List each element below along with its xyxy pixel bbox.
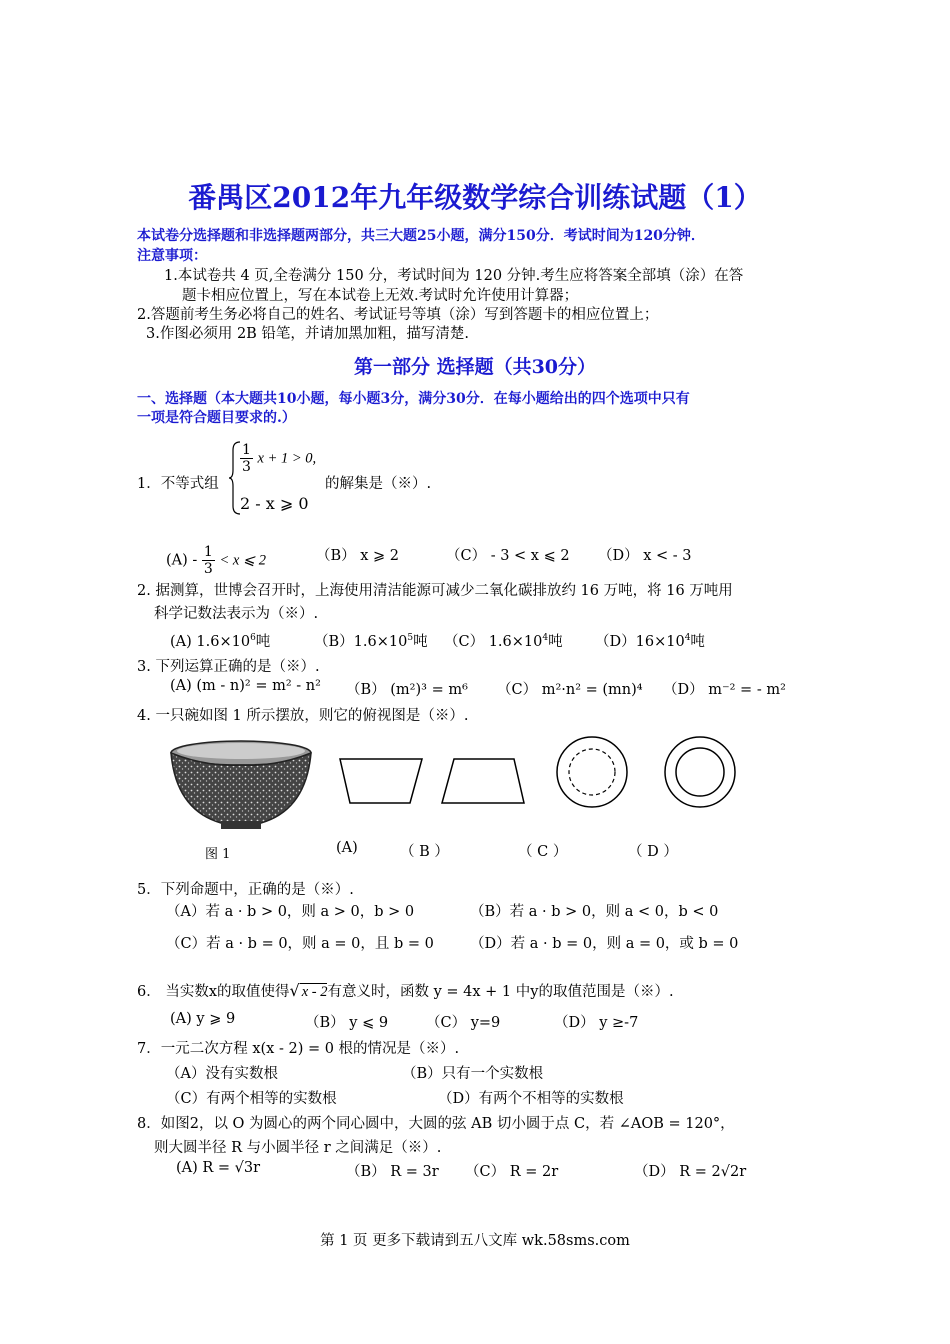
q2-a-exp: 6	[250, 633, 256, 644]
q6-option-a: (A) y ⩾ 9	[170, 1011, 236, 1027]
q2-b-text: （B）1.6×10	[314, 634, 408, 650]
page-title: 番禺区2012年九年级数学综合训练试题（1）	[188, 181, 762, 214]
notice-line: 1.本试卷共 4 页,全卷满分 150 分，考试时间为 120 分钟.考生应将答案全部填（涂）在答	[164, 268, 744, 284]
q2-line: 科学记数法表示为（※）.	[154, 606, 319, 622]
q7-line: 7．一元二次方程 x(x - 2) = 0 根的情况是（※）.	[137, 1041, 460, 1057]
q4-option-a: (A)	[336, 840, 358, 856]
q1-a-frac-num: 1	[203, 544, 213, 560]
trapezoid-wide-bottom-icon	[440, 755, 526, 807]
q2-option-d	[595, 630, 705, 651]
figure-1-caption: 图 1	[205, 847, 231, 862]
q1-inequality-2: 2 - x ⩾ 0	[240, 494, 309, 513]
ring-solid-inner-icon	[663, 735, 737, 809]
q4-option-b: （ B ）	[400, 844, 449, 860]
q1-option-d: （D） x < - 3	[598, 548, 692, 564]
q2-d-unit: 吨	[690, 634, 705, 650]
q1-option-a-rest: < x ⩽ 2	[219, 552, 266, 569]
page-footer: 第 1 页 更多下载请到五八文库 wk.58sms.com	[320, 1233, 630, 1249]
section-title: 第一部分 选择题（共30分）	[353, 356, 597, 378]
q2-option-b	[314, 630, 428, 651]
q8-line: 8．如图2，以 O 为圆心的两个同心圆中，大圆的弦 AB 切小圆于点 C，若 ∠AOB = 120°，	[137, 1116, 735, 1132]
q8-option-d: （D） R = 2√2r	[634, 1164, 747, 1180]
notice-line: 3.作图必须用 2B 铅笔，并请加黑加粗，描写清楚.	[146, 326, 470, 342]
q3-option-a: (A) (m - n)² = m² - n²	[170, 678, 321, 694]
exam-intro: 本试卷分选择题和非选择题两部分，共三大题25小题，满分150分．考试时间为120分钟．	[137, 228, 705, 244]
q2-a-unit: 吨	[255, 634, 271, 650]
q2-option-c	[444, 630, 563, 651]
q6-sqrt: x - 2	[301, 984, 328, 1000]
q1-frac-den: 3	[242, 459, 251, 475]
q1-a-frac-den: 3	[203, 561, 213, 577]
q6-option-c: （C） y=9	[426, 1015, 501, 1031]
notice-line: 2.答题前考生务必将自己的姓名、考试证号等填（涂）写到答题卡的相应位置上；	[137, 307, 659, 323]
q2-d-exp: 4	[684, 633, 691, 644]
q6-line: 6． 当实数x的取值使得√ x - 2有意义时，函数 y = 4x + 1 中y的取值范围是（※）.	[137, 981, 674, 1000]
q4-option-c: （ C ）	[518, 844, 568, 860]
q2-d-text: （D）16×10	[595, 634, 685, 650]
part-heading: 一、选择题（本大题共10小题，每小题3分，满分30分．在每小题给出的四个选项中只有	[137, 391, 690, 407]
trapezoid-wide-top-icon	[338, 755, 424, 807]
q8-line: 则大圆半径 R 与小圆半径 r 之间满足（※）.	[154, 1140, 442, 1156]
q7-option-c: （C）有两个相等的实数根	[166, 1091, 337, 1107]
q1-option-b: （B） x ⩾ 2	[316, 548, 400, 564]
q2-c-exp: 4	[542, 633, 549, 644]
q7-option-b: （B）只有一个实数根	[402, 1066, 544, 1082]
q5-line: 5．下列命题中，正确的是（※）.	[137, 882, 354, 898]
q1-inequality-1	[240, 442, 316, 475]
q3-option-d: （D） m⁻² = - m²	[663, 682, 786, 698]
q2-b-exp: 5	[407, 633, 414, 644]
q2-option-a	[170, 630, 270, 651]
q7-option-d: （D）有两个不相等的实数根	[438, 1091, 624, 1107]
q1-frac-num: 1	[242, 442, 251, 458]
part-heading: 一项是符合题目要求的.）	[137, 410, 296, 426]
q2-line: 2. 据测算，世博会召开时，上海使用清洁能源可减少二氧化碳排放约 16 万吨，将 16 万吨用	[137, 583, 733, 599]
q2-b-unit: 吨	[413, 634, 428, 650]
q8-option-b: （B） R = 3r	[346, 1164, 439, 1180]
q1-number: 1．不等式组	[137, 476, 219, 492]
q1-option-a-minus: -	[192, 552, 198, 569]
ring-dashed-inner-icon	[555, 735, 629, 809]
q8-option-a: (A) R = √3r	[176, 1160, 261, 1176]
q3-option-b: （B） (m²)³ = m⁶	[346, 682, 468, 698]
q5-option-c: （C）若 a · b = 0，则 a = 0，且 b = 0	[166, 936, 434, 952]
q2-c-unit: 吨	[548, 634, 563, 650]
q6-pre: 6． 当实数x的取值使得	[137, 984, 290, 1000]
q7-option-a: （A）没有实数根	[166, 1066, 278, 1082]
q6-option-d: （D） y ≥-7	[554, 1015, 639, 1031]
q5-option-a: （A）若 a · b > 0，则 a > 0，b > 0	[166, 904, 415, 920]
q8-option-c: （C） R = 2r	[465, 1164, 559, 1180]
q1-tail: 的解集是（※）.	[325, 476, 432, 492]
notice-line: 题卡相应位置上，写在本试卷上无效.考试时允许使用计算器；	[182, 288, 579, 304]
q5-option-b: （B）若 a · b > 0，则 a < 0，b < 0	[470, 904, 719, 920]
bowl-photo-icon	[166, 735, 316, 835]
q2-c-text: （C） 1.6×10	[444, 634, 543, 650]
notice-heading: 注意事项：	[137, 248, 207, 264]
q6-post: 有意义时，函数 y = 4x + 1 中y的取值范围是（※）.	[327, 984, 674, 1000]
q1-option-c: （C） - 3 < x ⩽ 2	[446, 548, 570, 564]
q1-option-a-label: (A)	[166, 552, 188, 569]
q2-a-text: (A) 1.6×10	[170, 634, 251, 650]
q4-option-d: （ D ）	[628, 844, 678, 860]
q4-line: 4. 一只碗如图 1 所示摆放，则它的俯视图是（※）.	[137, 708, 469, 724]
q3-option-c: （C） m²·n² = (mn)⁴	[497, 682, 643, 698]
q5-option-d: （D）若 a · b = 0，则 a = 0，或 b = 0	[470, 936, 739, 952]
q3-line: 3. 下列运算正确的是（※）.	[137, 659, 320, 675]
q1-line1-rest: x + 1 > 0,	[257, 450, 317, 467]
q1-option-a	[166, 544, 266, 577]
q6-option-b: （B） y ⩽ 9	[305, 1015, 389, 1031]
